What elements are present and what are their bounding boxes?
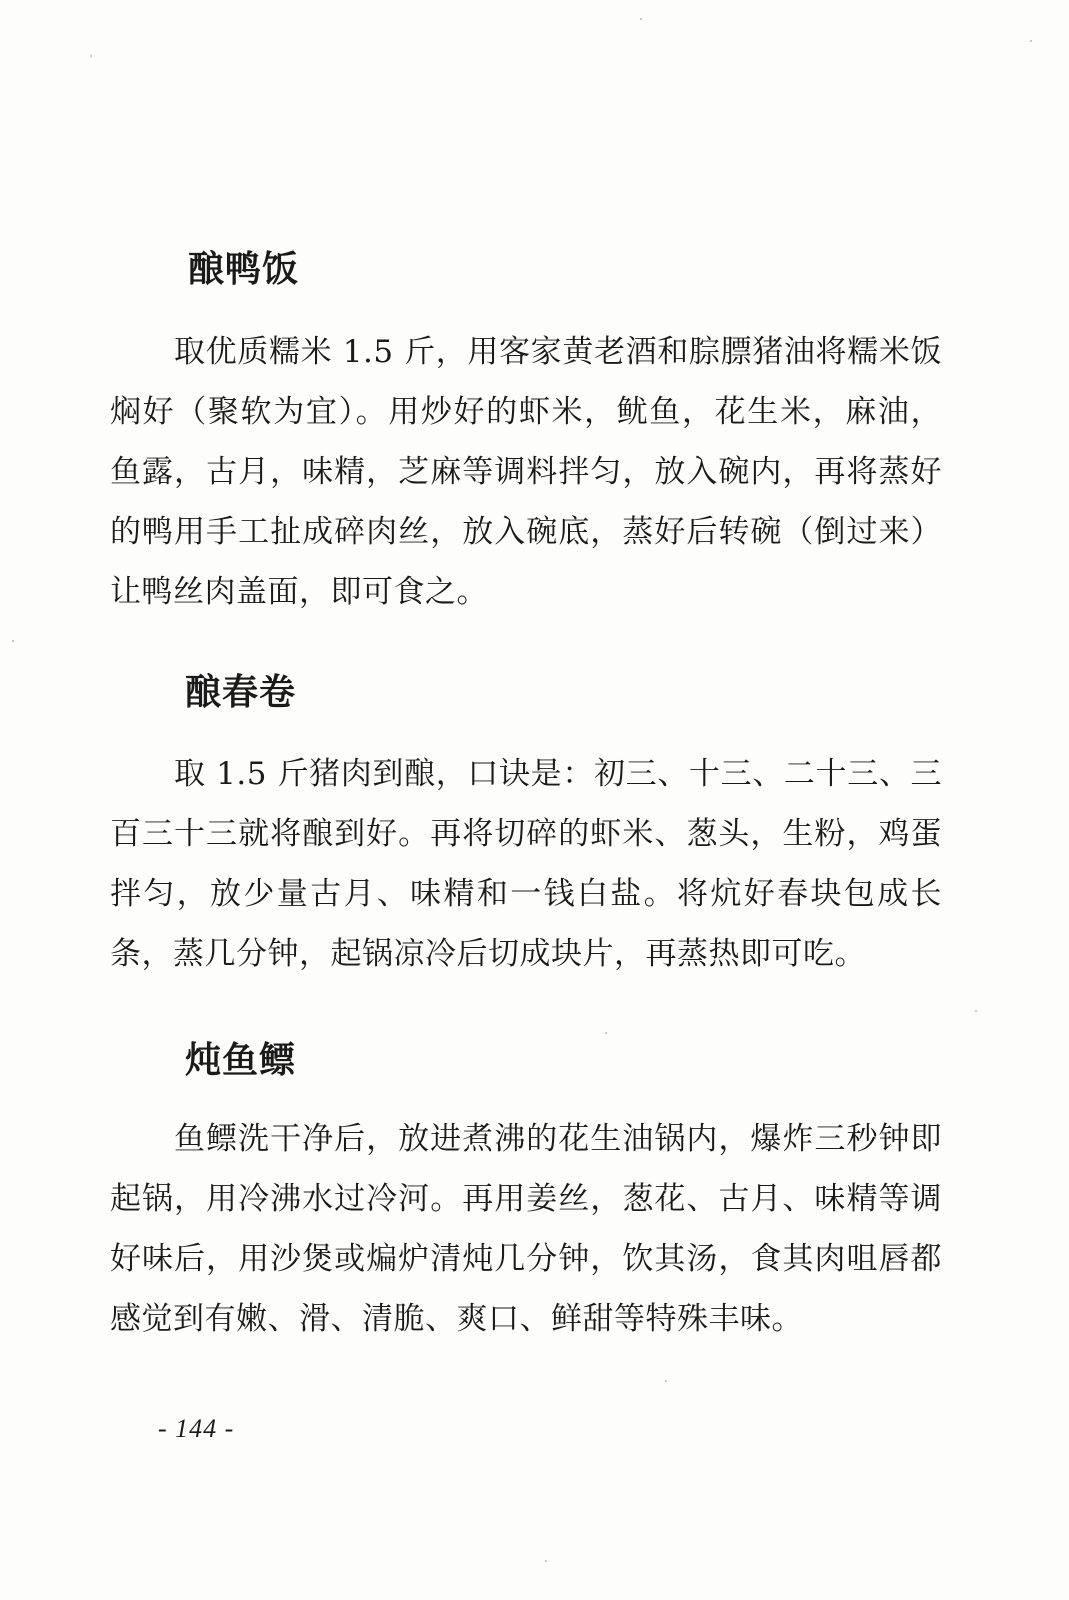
recipe-title-duck-rice: 酿鸭饭 [188, 249, 300, 290]
recipe-title-spring-roll: 酿春卷 [185, 672, 297, 713]
scan-speck [1030, 40, 1032, 42]
recipe-title-fish-maw: 炖鱼鳔 [185, 1040, 297, 1081]
scan-speck [975, 1010, 977, 1012]
scan-speck [90, 55, 92, 57]
scan-speck [12, 640, 14, 642]
recipe-body-spring-roll: 取 1.5 斤猪肉到酿，口诀是：初三、十三、二十三、三百三十三就将酿到好。再将切碎的虾米、葱头，生粉，鸡蛋拌匀，放少量古月、味精和一钱白盐。将炕好春块包成长条，蒸几分钟，起锅凉冷后切成块片，再蒸热即可吃。 [110, 756, 942, 972]
scan-speck [640, 18, 642, 20]
scan-speck [665, 1380, 667, 1382]
scan-speck [545, 1560, 547, 1562]
page-number: - 144 - [158, 1414, 235, 1443]
recipe-body-duck-rice: 取优质糯米 1.5 斤，用客家黄老酒和腙膘猪油将糯米饭焖好（聚软为宜）。用炒好的虾米，鱿鱼，花生米，麻油，鱼露，古月，味精，芝麻等调料拌匀，放入碗内，再将蒸好的鸭用手工扯成碎肉丝，放入碗底，蒸好后转碗（倒过来）让鸭丝肉盖面，即可食之。 [110, 334, 942, 610]
scan-speck [605, 1032, 607, 1034]
recipe-body-fish-maw: 鱼鳔洗干净后，放进煮沸的花生油锅内，爆炸三秒钟即起锅，用冷沸水过冷河。再用姜丝，葱花、古月、味精等调好味后，用沙煲或煸炉清炖几分钟，饮其汤，食其肉咀唇都感觉到有嫩、滑、清脆、爽口、鲜甜等特殊丰味。 [110, 1121, 942, 1337]
